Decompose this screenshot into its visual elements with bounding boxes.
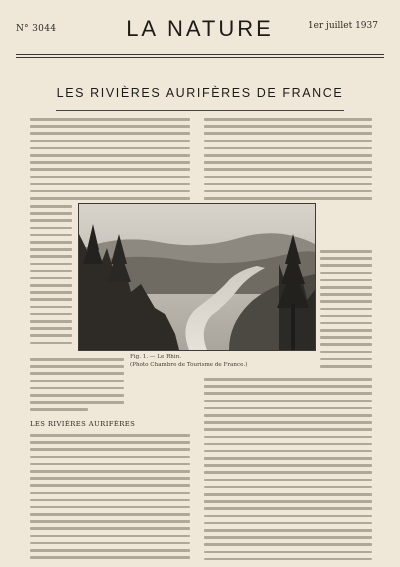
text-line xyxy=(204,385,372,388)
text-line xyxy=(204,436,372,439)
text-line xyxy=(204,118,372,121)
text-line xyxy=(30,499,190,502)
text-line xyxy=(30,125,190,128)
text-line xyxy=(204,536,372,539)
text-line xyxy=(30,205,72,208)
text-line xyxy=(30,168,190,171)
text-line xyxy=(30,492,190,495)
text-line xyxy=(204,507,372,510)
issue-number: N° 3044 xyxy=(16,24,57,34)
text-line xyxy=(30,463,190,466)
text-line xyxy=(30,394,124,397)
text-line xyxy=(320,286,372,289)
header-rule xyxy=(16,54,384,55)
text-line xyxy=(30,372,124,375)
text-line xyxy=(320,343,372,346)
text-line xyxy=(320,315,372,318)
text-line xyxy=(320,257,372,260)
text-line xyxy=(30,520,190,523)
text-line xyxy=(204,154,372,157)
text-line xyxy=(204,457,372,460)
text-line xyxy=(204,428,372,431)
figure-caption xyxy=(130,354,310,369)
text-line xyxy=(204,190,372,193)
text-line xyxy=(30,535,190,538)
text-line xyxy=(204,500,372,503)
journal-title: LA NATURE xyxy=(126,16,274,41)
text-line xyxy=(204,493,372,496)
text-line xyxy=(30,219,72,222)
text-line xyxy=(30,234,72,237)
text-line xyxy=(204,183,372,186)
text-line xyxy=(320,358,372,361)
text-line xyxy=(320,322,372,325)
text-line xyxy=(30,380,124,383)
text-line xyxy=(30,147,190,150)
text-line xyxy=(30,183,190,186)
river-landscape-image xyxy=(79,204,315,350)
text-line xyxy=(30,313,72,316)
text-line xyxy=(204,471,372,474)
text-line xyxy=(320,250,372,253)
text-line xyxy=(30,118,190,121)
text-line xyxy=(30,197,190,200)
text-line xyxy=(204,176,372,179)
text-line xyxy=(320,300,372,303)
text-line xyxy=(30,320,72,323)
text-line xyxy=(204,147,372,150)
river-photograph xyxy=(78,203,316,351)
text-line xyxy=(30,556,190,559)
text-line xyxy=(30,154,190,157)
text-line xyxy=(204,443,372,446)
text-column-right-narrow xyxy=(320,250,372,372)
article-title: LES RIVIÈRES AURIFÈRES DE FRANCE xyxy=(56,86,344,100)
text-line xyxy=(204,529,372,532)
text-line xyxy=(320,365,372,368)
text-line xyxy=(204,168,372,171)
text-line xyxy=(30,306,72,309)
text-line xyxy=(30,448,190,451)
text-line xyxy=(30,298,72,301)
text-line xyxy=(204,400,372,403)
figure-caption-credit: (Photo Chambre de Tourisme de France.) xyxy=(130,361,248,368)
text-line xyxy=(320,279,372,282)
text-line xyxy=(30,484,190,487)
text-line xyxy=(30,132,190,135)
text-line xyxy=(30,365,124,368)
text-column-right-bottom xyxy=(204,378,372,565)
text-line xyxy=(30,327,72,330)
text-line xyxy=(30,140,190,143)
text-line xyxy=(30,401,124,404)
text-line xyxy=(30,408,88,411)
text-line xyxy=(30,227,72,230)
text-line xyxy=(320,272,372,275)
text-column-left-bottom xyxy=(30,434,190,563)
text-line xyxy=(204,421,372,424)
text-line xyxy=(30,387,124,390)
text-column-left-top xyxy=(30,118,190,204)
issue-date: 1er juillet 1937 xyxy=(307,21,378,31)
text-line xyxy=(204,414,372,417)
text-column-left-after-figure xyxy=(30,358,124,416)
text-line xyxy=(30,358,124,361)
text-line xyxy=(204,125,372,128)
text-line xyxy=(204,558,372,561)
text-line xyxy=(30,549,190,552)
section-heading: LES RIVIÈRES AURIFÈRES xyxy=(30,420,136,428)
text-line xyxy=(204,479,372,482)
text-line xyxy=(30,513,190,516)
text-line xyxy=(320,336,372,339)
text-line xyxy=(30,284,72,287)
text-line xyxy=(204,161,372,164)
text-line xyxy=(30,176,190,179)
text-line xyxy=(204,197,372,200)
title-underline xyxy=(56,110,344,111)
text-line xyxy=(320,264,372,267)
text-line xyxy=(320,308,372,311)
text-line xyxy=(204,132,372,135)
text-line xyxy=(204,551,372,554)
text-line xyxy=(30,477,190,480)
text-line xyxy=(204,378,372,381)
text-line xyxy=(30,542,190,545)
text-line xyxy=(30,291,72,294)
text-column-right-top xyxy=(204,118,372,204)
text-line xyxy=(204,486,372,489)
text-line xyxy=(30,241,72,244)
header-rule-thin xyxy=(16,57,384,58)
text-line xyxy=(320,293,372,296)
text-line xyxy=(30,263,72,266)
text-line xyxy=(204,392,372,395)
text-line xyxy=(30,506,190,509)
text-line xyxy=(204,407,372,410)
text-line xyxy=(30,470,190,473)
text-line xyxy=(204,464,372,467)
text-line xyxy=(30,161,190,164)
text-line xyxy=(30,190,190,193)
text-line xyxy=(30,434,190,437)
text-line xyxy=(30,248,72,251)
text-line xyxy=(204,140,372,143)
text-line xyxy=(30,270,72,273)
text-line xyxy=(30,334,72,337)
text-column-left-narrow xyxy=(30,205,72,349)
text-line xyxy=(30,277,72,280)
text-line xyxy=(320,329,372,332)
text-line xyxy=(204,450,372,453)
text-line xyxy=(204,522,372,525)
text-line xyxy=(30,255,72,258)
text-line xyxy=(204,543,372,546)
text-line xyxy=(30,527,190,530)
text-line xyxy=(30,212,72,215)
text-line xyxy=(30,456,190,459)
text-line xyxy=(320,351,372,354)
figure-caption-title: Fig. 1. — Le Rhin. xyxy=(130,354,182,360)
text-line xyxy=(30,342,72,345)
text-line xyxy=(30,441,190,444)
text-line xyxy=(204,515,372,518)
